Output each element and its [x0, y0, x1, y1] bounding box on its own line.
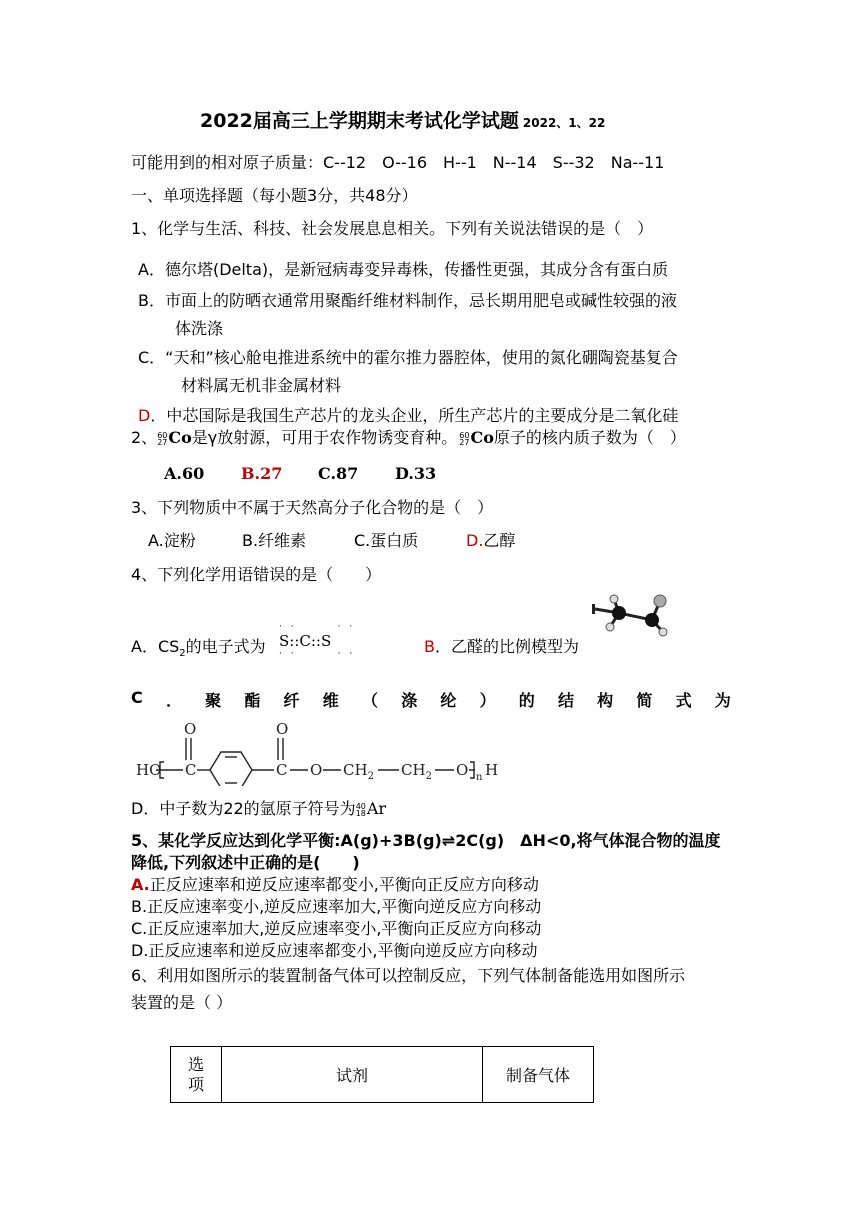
- q3-d-text: 乙醇: [483, 531, 516, 550]
- q1-option-a: A．德尔塔(Delta)，是新冠病毒变异毒株，传播性更强，其成分含有蛋白质: [138, 260, 669, 279]
- formula-ch2-a: $CH_2$: [343, 761, 374, 782]
- q3-option-d: [466, 528, 515, 551]
- argon-symbol: Ar: [366, 799, 387, 818]
- q4-c-char: 纶: [440, 691, 457, 710]
- polyester-structure: [133, 716, 503, 786]
- q1-option-c-line2: 材料属无机非金属材料: [181, 376, 342, 395]
- electron-dots-bottom: · · · ·: [279, 649, 356, 659]
- q3-d-letter: D.: [466, 531, 484, 550]
- q4-c-char: （: [361, 691, 378, 710]
- section-heading: 一、单项选择题（每小题3分，共48分）: [131, 186, 418, 205]
- q4-c-char: 维: [322, 691, 339, 710]
- q4-stem: 4、下列化学用语错误的是（ ）: [131, 565, 382, 584]
- q4-c-char: 纤: [283, 691, 300, 710]
- q2-stem-end: 原子的核内质子数为（ ）: [493, 428, 686, 447]
- q3-option-c: C.蛋白质: [354, 531, 419, 550]
- carbon-atom: [612, 606, 626, 620]
- page-title: [200, 106, 605, 133]
- q3-option-b: B.纤维素: [242, 531, 307, 550]
- formula-oxygen-2: O: [276, 720, 289, 738]
- q4-d-text: D．中子数为22的氩原子符号为: [131, 799, 356, 818]
- formula-h: H: [485, 761, 499, 779]
- q1-stem: 1、化学与生活、科技、社会发展息息相关。下列有关说法错误的是（ ）: [131, 219, 654, 238]
- q4-b-letter: B: [424, 637, 435, 656]
- q2-option-b: B.27: [241, 464, 283, 483]
- q2-stem: [131, 425, 686, 448]
- formula-oxygen-3: O: [310, 761, 323, 779]
- q6-stem-line2: 装置的是（ ）: [131, 993, 233, 1012]
- q4-option-c: [131, 688, 731, 711]
- title-text: 2022届高三上学期期末考试化学试题: [200, 110, 519, 132]
- electron-dots-top: · · · ·: [279, 622, 356, 632]
- q4-c-char: 为: [714, 691, 731, 710]
- formula-ho: HO: [136, 761, 162, 779]
- q1-d-text: ．中芯国际是我国生产芯片的龙头企业，所生产芯片的主要成分是二氧化硅: [150, 406, 679, 425]
- atomic-masses-line: 可能用到的相对原子质量：C--12 O--16 H--1 N--14 S--32 Na--11: [131, 153, 665, 172]
- q4-c-char: ．: [165, 691, 182, 710]
- header-option: 选 项: [171, 1047, 222, 1103]
- q3-stem: 3、下列物质中不属于天然高分子化合物的是（ ）: [131, 498, 494, 517]
- header-gas: 制备气体: [483, 1047, 594, 1103]
- q4-option-b: [424, 634, 579, 657]
- q4-c-char: 式: [675, 691, 692, 710]
- q5-a-letter: A.: [131, 875, 150, 894]
- hydrogen-atom: [610, 595, 618, 603]
- q1-option-c-line1: C．“天和”核心舱电推进系统中的霍尔推力器腔体，使用的氮化硼陶瓷基复合: [138, 348, 678, 367]
- q4-a-subscript: 2: [179, 648, 186, 660]
- q6-stem-line1: 6、利用如图所示的装置制备气体可以控制反应，下列气体制备能选用如图所示: [131, 966, 686, 985]
- q5-option-c: C.正反应速率加大,逆反应速率变小,平衡向正反应方向移动: [131, 919, 542, 938]
- oxygen-atom: [654, 595, 666, 607]
- q4-c-char: 结: [557, 691, 574, 710]
- q5-option-d: D.正反应速率和逆反应速率都变小,平衡向逆反应方向移动: [131, 941, 538, 960]
- hydrogen-atom: [659, 628, 667, 636]
- formula-oxygen-4: O: [456, 761, 469, 779]
- argon-index: 40 18: [355, 801, 366, 818]
- hydrogen-atom: [606, 623, 614, 631]
- q1-option-d: [138, 403, 678, 426]
- q2-symbol: Co: [168, 428, 192, 447]
- q1-d-letter: D: [138, 406, 151, 425]
- carbon-atom: [645, 613, 659, 627]
- q1-option-b-line2: 体洗涤: [175, 319, 224, 338]
- q4-option-a: [131, 634, 266, 659]
- q5-stem-line2: 降低,下列叙述中正确的是( ): [131, 853, 360, 872]
- q4-a-text2: 的电子式为: [185, 637, 266, 656]
- formula-n: n: [476, 772, 483, 783]
- formula-carbon-2: C: [276, 761, 288, 779]
- formula-carbon-1: C: [185, 761, 197, 779]
- formula-ch2-b: $CH_2$: [401, 761, 432, 782]
- header-reagent: 试剂: [222, 1047, 483, 1103]
- q4-c-char: ）: [479, 691, 496, 710]
- q2-nuclide-index: 60 27: [157, 430, 168, 447]
- q4-c-char: C: [131, 688, 143, 707]
- q4-a-text: A．CS: [131, 637, 180, 656]
- q4-c-char: 聚: [205, 691, 222, 710]
- q5-option-a: [131, 872, 539, 895]
- q4-c-char: 简: [636, 691, 653, 710]
- q4-c-char: 涤: [401, 691, 418, 710]
- q2-number: 2、: [131, 428, 158, 447]
- q2-nuclide-index-2: 60 27: [459, 430, 470, 447]
- q2-symbol-2: Co: [470, 428, 494, 447]
- cs2-electron-formula: [279, 623, 355, 659]
- q1-option-b-line1: B．市面上的防晒衣通常用聚酯纤维材料制作，忌长期用肥皂或碱性较强的液: [138, 291, 677, 310]
- formula-oxygen-1: O: [184, 720, 197, 738]
- q4-option-d: [131, 796, 386, 819]
- q3-option-a: A.淀粉: [148, 531, 196, 550]
- q2-option-a: A.60: [164, 464, 205, 483]
- q4-c-char: 的: [518, 691, 535, 710]
- q2-option-d: D.33: [395, 464, 437, 483]
- q6-options-table: [170, 1046, 594, 1103]
- q4-b-text: ．乙醛的比例模型为: [434, 637, 579, 656]
- cs2-formula-text: S::C::S: [279, 632, 332, 650]
- q2-option-c: C.87: [318, 464, 359, 483]
- q5-stem-line1: 5、某化学反应达到化学平衡:A(g)+3B(g)⇌2C(g) ΔH<0,将气体混合物的温度: [131, 831, 721, 850]
- table-header-row: [171, 1047, 594, 1103]
- q4-c-char: 构: [597, 691, 614, 710]
- q4-c-char: 酯: [244, 691, 261, 710]
- q2-stem-mid: 是γ放射源，可用于农作物诱变育种。: [191, 428, 458, 447]
- title-date: 2022、1、22: [522, 116, 606, 130]
- q5-a-text: 正反应速率和逆反应速率都变小,平衡向正反应方向移动: [149, 875, 539, 894]
- acetaldehyde-model: [590, 590, 670, 646]
- model-stub: [592, 604, 595, 614]
- q5-option-b: B.正反应速率变小,逆反应速率加大,平衡向逆反应方向移动: [131, 897, 542, 916]
